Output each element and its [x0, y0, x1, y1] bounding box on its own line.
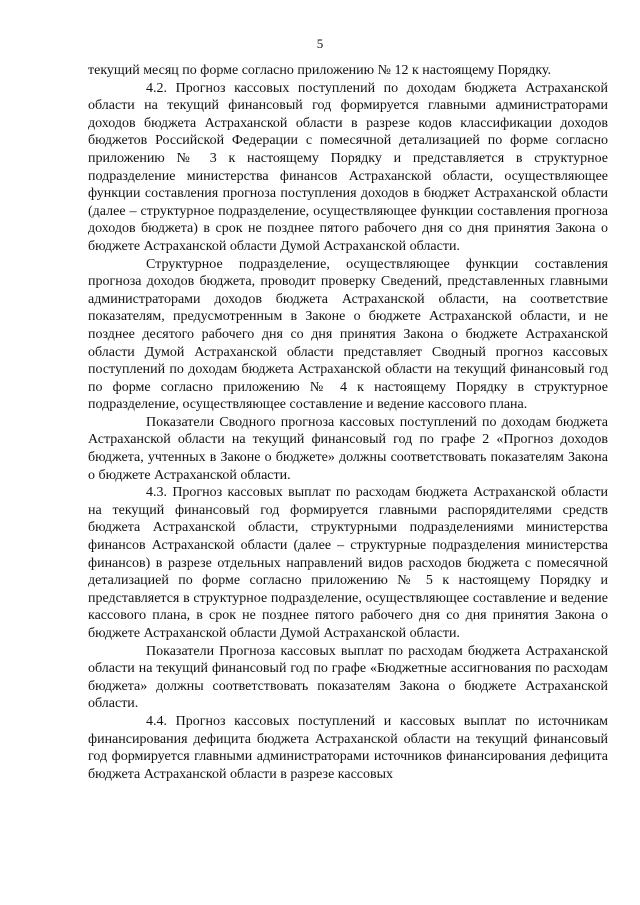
page-number: 5 — [316, 36, 324, 51]
paragraph-structural-division-check: Структурное подразделение, осуществляющее функции составления прогноза доходов бюджета, проводит проверку Сведений, представленных главными администраторами доходов бюджета Астраханской области, на соответствие показателям, предусмотренным в Законе о бюджете Астраханской области, и не позднее десятого рабочего дня со дня принятия Закона о бюджете Астраханской области Думой Астраханской области представляет Сводный прогноз кассовых поступлений по доходам бюджета Астраханской области на текущий финансовый год по форме согласно приложению № 4 к настоящему Порядку в структурное подразделение, осуществляющее составление и ведение кассового плана. — [88, 256, 608, 413]
document-body — [88, 62, 608, 783]
paragraph-4-3: 4.3. Прогноз кассовых выплат по расходам бюджета Астраханской области на текущий финансовый год формируется главными распорядителями средств бюджета Астраханской области, структурными подразделениями министерства финансов Астраханской области (далее – структурные подразделения министерства финансов) в разрезе отдельных направлений видов расходов бюджета с помесячной детализацией по форме согласно приложению № 5 к настоящему Порядку и представляется в структурное подразделение, осуществляющее составление и ведение кассового плана, в срок не позднее пятого рабочего дня со дня принятия Закона о бюджете Астраханской области Думой Астраханской области. — [88, 485, 608, 641]
paragraph-4-4: 4.4. Прогноз кассовых поступлений и кассовых выплат по источникам финансирования дефицита бюджета Астраханской области на текущий финансовый год формируется главными администраторами источников финансирования дефицита бюджета Астраханской области в разрезе кассовых — [88, 713, 608, 782]
paragraph-4-2: 4.2. Прогноз кассовых поступлений по доходам бюджета Астраханской области на текущий финансовый год формируется главными администраторами доходов бюджета Астраханской области в разрезе кодов классификации доходов бюджетов Российской Федерации с помесячной детализацией по форме согласно приложению № 3 к настоящему Порядку и представляется в структурное подразделение министерства финансов Астраханской области, осуществляющее функции составления прогноза поступления доходов в бюджет Астраханской области (далее – структурное подразделение, осуществляющее функции составления прогноза доходов бюджета) в срок не позднее пятого рабочего дня со дня принятия Закона о бюджете Астраханской области Думой Астраханской области. — [88, 80, 608, 254]
paragraph-payments-forecast-indicators: Показатели Прогноза кассовых выплат по расходам бюджета Астраханской области на текущий финансовый год по графе «Бюджетные ассигнования по расходам бюджета» должны соответствовать показателям Закона о бюджете Астраханской области. — [88, 643, 608, 712]
paragraph-summary-forecast-indicators: Показатели Сводного прогноза кассовых поступлений по доходам бюджета Астраханской области на текущий финансовый год по графе 2 «Прогноз доходов бюджета, учтенных в Законе о бюджете» должны соответствовать показателям Закона о бюджете Астраханской области. — [88, 414, 608, 483]
paragraph-continuation: текущий месяц по форме согласно приложению № 12 к настоящему Порядку. — [88, 63, 552, 78]
